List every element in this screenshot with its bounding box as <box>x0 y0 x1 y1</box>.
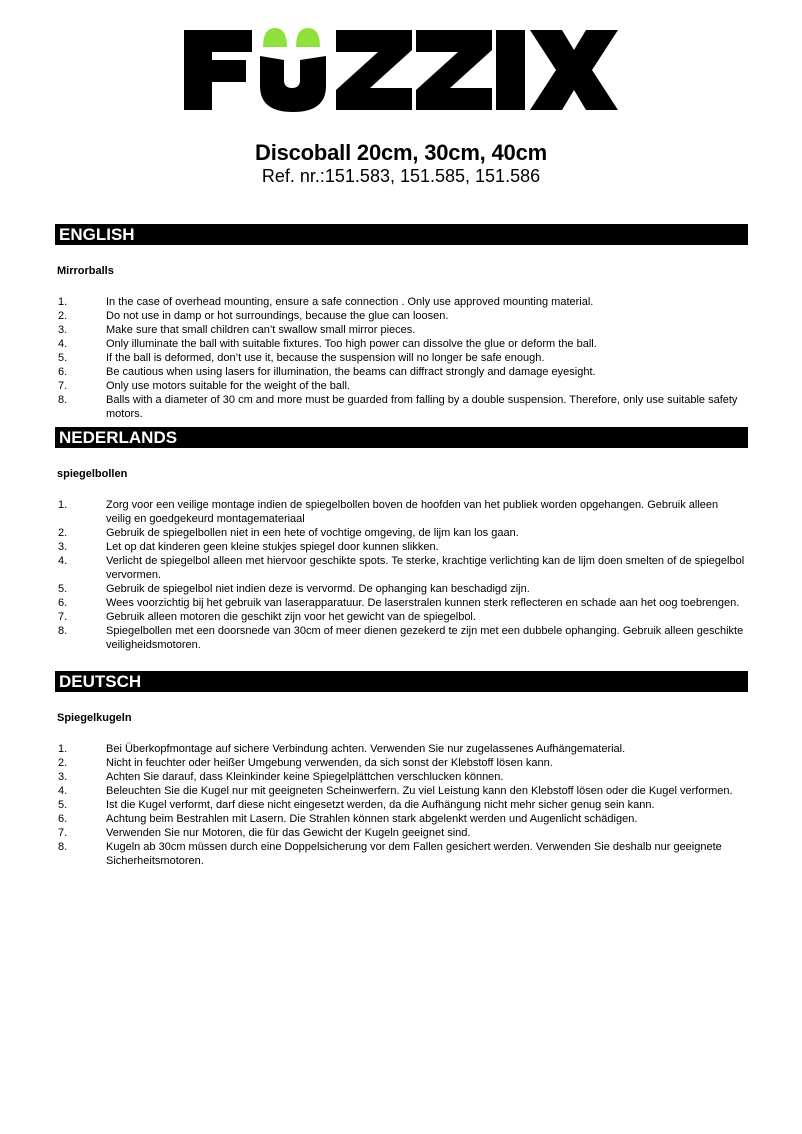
item-text: Kugeln ab 30cm müssen durch eine Doppelsicherung vor dem Fallen gesichert werden. Verwenden Sie deshalb nur geeignete Sicherheitsmotoren. <box>106 841 722 867</box>
item-number: 2. <box>58 527 68 539</box>
section-heading: DEUTSCH <box>55 671 748 692</box>
item-text: Bei Überkopfmontage auf sichere Verbindung achten. Verwenden Sie nur zugelassenes Aufhängematerial. <box>106 743 626 755</box>
item-number: 7. <box>58 380 68 392</box>
logo-dot-icon <box>263 28 287 47</box>
section-subtitle: spiegelbollen <box>57 468 128 480</box>
section-deutsch <box>55 671 748 868</box>
list-item <box>55 526 748 540</box>
item-text: In the case of overhead mounting, ensure a safe connection . Only use approved mounting material. <box>106 296 594 308</box>
safety-list <box>55 295 748 421</box>
item-number: 5. <box>58 583 68 595</box>
item-number: 2. <box>58 310 68 322</box>
item-number: 6. <box>58 813 68 825</box>
list-item <box>55 309 748 323</box>
item-text: Nicht in feuchter oder heißer Umgebung verwenden, da sich sonst der Klebstoff lösen kann. <box>106 757 553 769</box>
item-text: If the ball is deformed, don’t use it, because the suspension will no longer be safe enough. <box>106 352 545 364</box>
item-number: 6. <box>58 597 68 609</box>
list-item <box>55 770 748 784</box>
section-subtitle: Spiegelkugeln <box>57 712 132 724</box>
item-text: Wees voorzichtig bij het gebruik van laserapparatuur. De laserstralen kunnen sterk reflecteren en schade aan het oog toebrengen. <box>106 597 740 609</box>
list-item <box>55 337 748 351</box>
document-title: Discoball 20cm, 30cm, 40cm <box>255 140 547 165</box>
item-text: Gebruik de spiegelbollen niet in een hete of vochtige omgeving, de lijm kan los gaan. <box>106 527 519 539</box>
list-item <box>55 784 748 798</box>
item-text: Balls with a diameter of 30 cm and more must be guarded from falling by a double suspension. Therefore, only use suitable safety motors. <box>106 394 738 420</box>
item-text: Make sure that small children can’t swallow small mirror pieces. <box>106 324 416 336</box>
item-number: 3. <box>58 541 68 553</box>
logo-dot-icon <box>296 28 320 47</box>
item-number: 1. <box>58 296 68 308</box>
safety-list <box>55 498 748 652</box>
item-text: Ist die Kugel verformt, darf diese nicht eingesetzt werden, da die Aufhängung nicht mehr sicher genug sein kann. <box>106 799 655 811</box>
list-item <box>55 798 748 812</box>
item-number: 2. <box>58 757 68 769</box>
item-number: 8. <box>58 841 68 853</box>
item-text: Spiegelbollen met een doorsnede van 30cm of meer dienen gezekerd te zijn met een dubbele ophanging. Gebruik alleen geschikte veiligheidsmotoren. <box>106 625 744 651</box>
item-number: 1. <box>58 743 68 755</box>
item-number: 6. <box>58 366 68 378</box>
list-item <box>55 826 748 840</box>
item-text: Beleuchten Sie die Kugel nur mit geeigneten Scheinwerfern. Zu viel Leistung kann den Klebstoff lösen oder die Kugel verformen. <box>106 785 733 797</box>
list-item <box>55 365 748 379</box>
item-text: Verlicht de spiegelbol alleen met hiervoor geschikte spots. Te sterke, krachtige verlichting kan de lijm doen smelten of de spiegelbol vervormen. <box>106 555 745 581</box>
item-number: 5. <box>58 799 68 811</box>
item-text: Only illuminate the ball with suitable fixtures. Too high power can dissolve the glue or deform the ball. <box>106 338 597 350</box>
fuzzix-logo <box>184 22 618 114</box>
item-number: 7. <box>58 827 68 839</box>
list-item <box>55 393 748 421</box>
item-text: Achten Sie darauf, dass Kleinkinder keine Spiegelplättchen verschlucken können. <box>106 771 504 783</box>
list-item <box>55 498 748 526</box>
list-item <box>55 295 748 309</box>
item-number: 4. <box>58 785 68 797</box>
item-text: Only use motors suitable for the weight of the ball. <box>106 380 350 392</box>
list-item <box>55 554 748 582</box>
section-english <box>55 224 748 421</box>
list-item <box>55 840 748 868</box>
item-text: Zorg voor een veilige montage indien de spiegelbollen boven de hoofden van het publiek worden opgehangen. Gebruik alleen veilig en goedgekeurd montagemateriaal <box>106 499 719 525</box>
item-number: 4. <box>58 555 68 567</box>
list-item <box>55 742 748 756</box>
item-number: 8. <box>58 625 68 637</box>
list-item <box>55 596 748 610</box>
item-number: 1. <box>58 499 68 511</box>
item-text: Let op dat kinderen geen kleine stukjes spiegel door kunnen slikken. <box>106 541 439 553</box>
list-item <box>55 582 748 596</box>
item-text: Gebruik alleen motoren die geschikt zijn voor het gewicht van de spiegelbol. <box>106 611 476 623</box>
list-item <box>55 624 748 652</box>
list-item <box>55 379 748 393</box>
item-text: Achtung beim Bestrahlen mit Lasern. Die Strahlen können stark abgelenkt werden und Augenlicht schädigen. <box>106 813 638 825</box>
section-heading: NEDERLANDS <box>55 427 748 448</box>
section-nederlands <box>55 427 748 652</box>
item-text: Do not use in damp or hot surroundings, because the glue can loosen. <box>106 310 449 322</box>
list-item <box>55 756 748 770</box>
item-number: 8. <box>58 394 68 406</box>
item-number: 4. <box>58 338 68 350</box>
list-item <box>55 812 748 826</box>
item-text: Be cautious when using lasers for illumination, the beams can diffract strongly and damage eyesight. <box>106 366 596 378</box>
list-item <box>55 323 748 337</box>
list-item <box>55 610 748 624</box>
item-number: 3. <box>58 324 68 336</box>
list-item <box>55 540 748 554</box>
item-text: Verwenden Sie nur Motoren, die für das Gewicht der Kugeln geeignet sind. <box>106 827 471 839</box>
safety-list <box>55 742 748 868</box>
item-number: 7. <box>58 611 68 623</box>
item-number: 3. <box>58 771 68 783</box>
list-item <box>55 351 748 365</box>
reference-numbers: Ref. nr.:151.583, 151.585, 151.586 <box>261 166 541 186</box>
item-text: Gebruik de spiegelbol niet indien deze is vervormd. De ophanging kan beschadigd zijn. <box>106 583 530 595</box>
item-number: 5. <box>58 352 68 364</box>
section-subtitle: Mirrorballs <box>57 265 114 277</box>
section-heading: ENGLISH <box>55 224 748 245</box>
